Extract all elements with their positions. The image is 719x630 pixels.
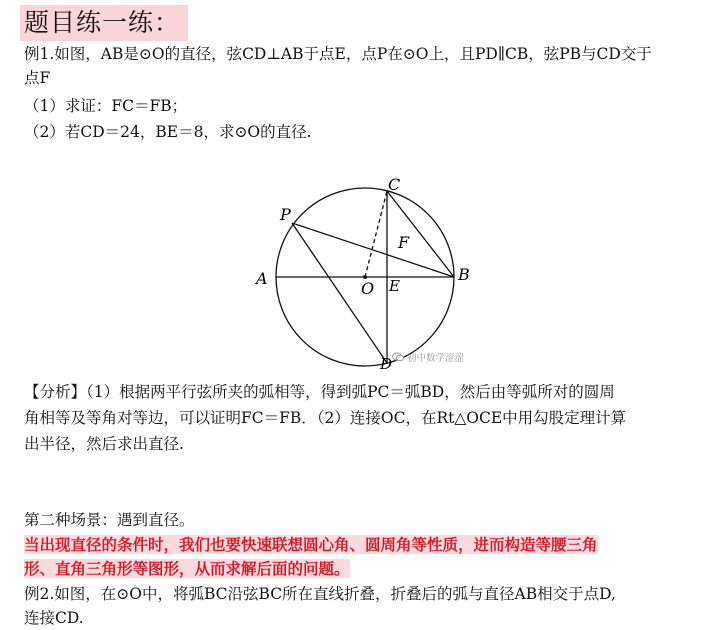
label-f: F: [398, 233, 410, 252]
example1-part2: （2）若CD＝24，BE＝8，求⊙O的直径.: [24, 123, 312, 141]
example2-line1: 例2.如图，在⊙O中，将弧BC沿弦BC所在直线折叠，折叠后的弧与直径AB相交于点D,: [24, 585, 616, 603]
label-b: B: [458, 265, 470, 284]
chat-bubble-icon: [392, 352, 404, 362]
scenario-heading: 第二种场景：遇到直径。: [24, 511, 195, 529]
scenario-highlight-line1: [24, 533, 598, 557]
example1-part1: （1）求证：FC＝FB；: [24, 97, 188, 115]
example2-line2: 连接CD.: [24, 609, 84, 627]
section-title: 题目练一练：: [20, 5, 188, 41]
example1-line1: 例1.如图，AB是⊙O的直径，弦CD⊥AB于点E，点P在⊙O上，且PD∥CB，弦PB与CD交于: [24, 45, 652, 63]
geometry-diagram: [240, 170, 490, 370]
watermark: [392, 350, 464, 364]
chord-pb: [292, 223, 454, 277]
scenario-highlight-line2: [24, 557, 350, 581]
label-o: O: [361, 279, 375, 298]
label-d: D: [380, 355, 393, 370]
analysis-line2: 角相等及等角对等边，可以证明FC＝FB．（2）连接OC，在Rt△OCE中用勾股定理计算: [24, 409, 627, 427]
analysis-line3: 出半径，然后求出直径.: [24, 435, 184, 453]
watermark-text: 初中数学涩涩: [407, 353, 465, 364]
example1-line2: 点F: [24, 69, 51, 87]
circle-figure: [240, 170, 490, 370]
label-c: C: [388, 175, 401, 194]
label-a: A: [256, 269, 268, 288]
label-p: P: [280, 205, 291, 224]
label-e: E: [389, 277, 400, 295]
highlight-text-2: 形、直角三角形等图形，从而求解后面的问题。: [24, 559, 350, 578]
highlight-text-1: 当出现直径的条件时，我们也要快速联想圆心角、圆周角等性质，进而构造等腰三角: [24, 535, 598, 554]
analysis-line1: 【分析】（1）根据两平行弦所夹的弧相等，得到弧PC＝弧BD，然后由等弧所对的圆周: [24, 383, 615, 401]
segment-oc-dashed: [365, 191, 387, 277]
